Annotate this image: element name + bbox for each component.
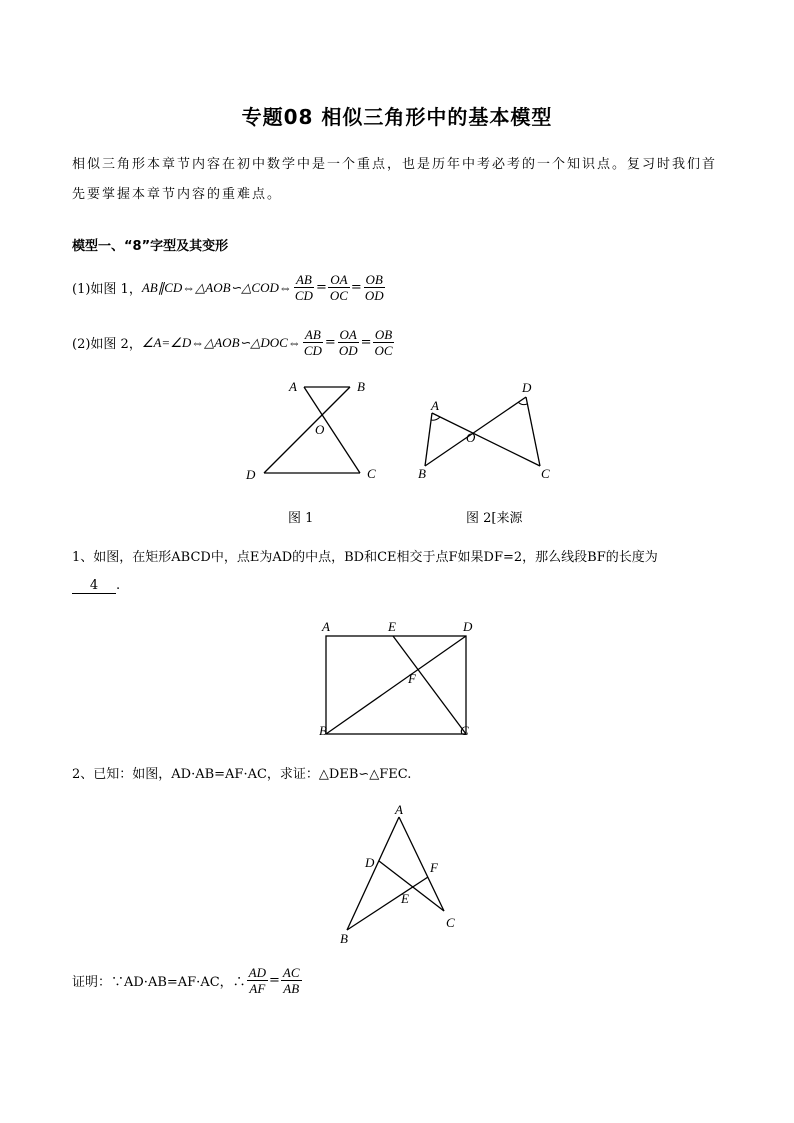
angle-d-arc [518,402,527,405]
item2-fraction-2 [337,327,360,358]
item2-prefix: (2)如图 2， [72,337,142,352]
fraction-denominator: CD [294,288,313,303]
item1-line [72,272,387,303]
problem-2-text: 2、已知：如图，AD·AB=AF·AC，求证：△DEB∽△FEC. [72,767,412,782]
label-c: C [446,915,455,930]
segment-db [425,397,526,466]
segment-bd [326,636,466,734]
problem-2-figure [320,795,480,955]
figure-2 [418,380,550,481]
segment-ce [393,636,466,734]
fraction-numerator: OA [339,327,357,342]
problem-1-answer-line [72,578,120,594]
item2-line [72,327,396,358]
equals-sign: = [350,280,362,295]
label-o: O [315,422,325,437]
proof-fraction-2 [281,965,302,996]
label-b: B [319,723,327,738]
label-a: A [431,398,439,413]
label-d: D [365,855,375,870]
item2-condition: ∠A=∠D⇔△AOB∽△DOC⇔ [141,334,301,350]
fraction-numerator: OA [330,272,348,287]
segment-ab [425,413,432,466]
problem-1-answer: 4 [72,578,116,594]
item1-condition: AB∥CD⇔△AOB∽△COD⇔ [141,279,292,295]
fraction-denominator: OC [329,288,348,303]
fraction-numerator: AC [282,965,300,980]
label-b: B [357,379,365,394]
problem-1-text: 1、如图，在矩形ABCD中，点E为AD的中点，BD和CE相交于点F如果DF=2，那么线段BF的长度为 [72,550,658,565]
proof-prefix: 证明：∵AD·AB=AF·AC，∴ [72,975,246,990]
segment-ac [304,387,360,473]
item2-fraction-3 [373,327,395,358]
proof-fraction-1 [247,965,268,996]
fraction-denominator: OD [364,288,384,303]
fraction-denominator: CD [303,343,322,358]
fraction-denominator: OD [338,343,358,358]
item2-fraction-1 [302,327,324,358]
segment-ac [432,413,540,466]
label-b: B [340,931,348,946]
fraction-numerator: AB [295,272,312,287]
label-c: C [367,466,376,481]
fraction-numerator: AB [304,327,321,342]
proof-line [72,965,303,996]
model1-heading: 模型一、“8”字型及其变形 [72,239,229,254]
equals-sign: = [315,280,327,295]
label-d: D [522,380,532,395]
label-d: D [246,467,256,482]
equals-sign: = [360,335,372,350]
figures-1-2 [0,370,794,500]
label-a: A [395,802,403,817]
equals-sign: = [269,973,280,988]
figure-1-caption: 图 1 [288,511,314,526]
intro-paragraph: 相似三角形本章节内容在初中数学中是一个重点，也是历年中考必考的一个知识点。复习时我们首先要掌握本章节内容的重难点。 [72,157,718,202]
problem-1-end: . [116,578,121,593]
problem-1-figure [300,615,500,740]
label-a: A [289,379,297,394]
segment-bd [264,387,350,473]
label-d: D [463,619,473,634]
label-e: E [388,619,396,634]
label-f: F [408,671,416,686]
label-b: B [418,466,426,481]
label-f: F [430,860,438,875]
item1-prefix: (1)如图 1， [72,282,142,297]
label-o: O [466,430,476,445]
figure-1 [245,379,376,482]
fraction-denominator: AB [283,981,300,996]
figure-2-caption: 图 2[来源 [466,511,523,526]
fraction-numerator: OB [374,327,393,342]
fraction-denominator: OC [374,343,393,358]
fraction-numerator: OB [365,272,383,287]
page-title: 专题08 相似三角形中的基本模型 [241,105,553,129]
label-a: A [322,619,330,634]
equals-sign: = [324,335,336,350]
segment-dc [526,397,540,466]
angle-a-arc [431,417,440,420]
fraction-denominator: AF [249,981,266,996]
item1-fraction-2 [328,272,350,303]
item1-fraction-3 [363,272,386,303]
label-e: E [401,891,409,906]
label-c: C [541,466,550,481]
fraction-numerator: AD [248,965,266,980]
label-c: C [460,723,469,738]
item1-fraction-1 [293,272,315,303]
